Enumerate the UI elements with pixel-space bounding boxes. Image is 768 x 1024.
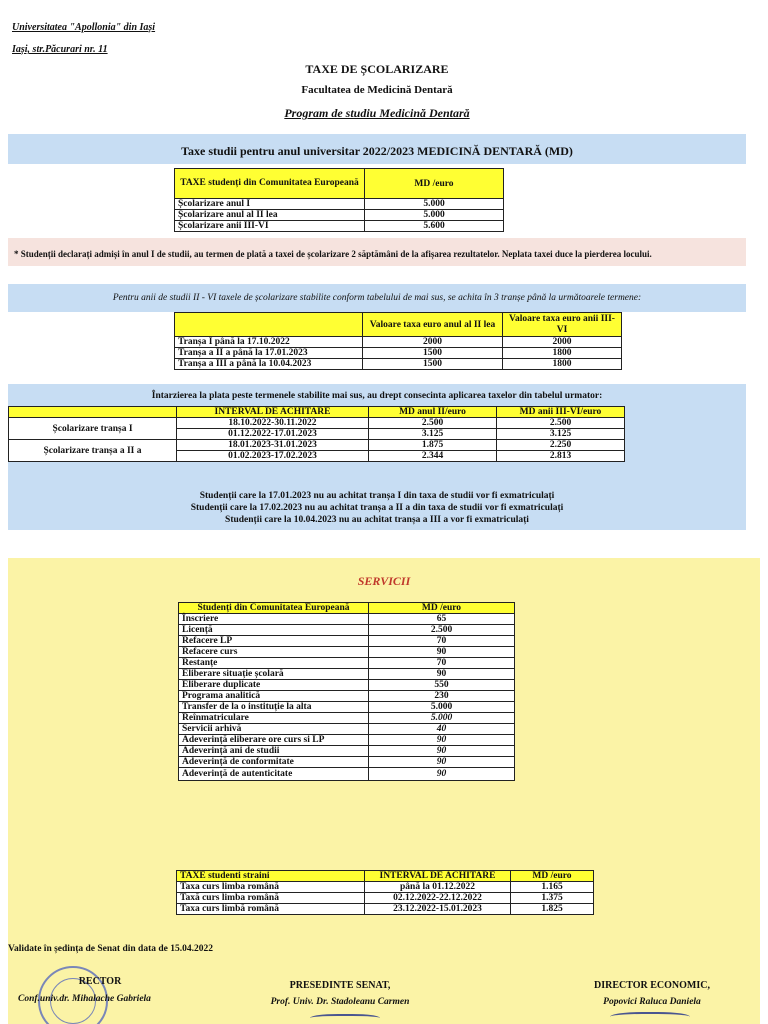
table-row: Eliberare duplicate 550	[179, 680, 515, 691]
late-payment-table: INTERVAL DE ACHITARE MD anul II/euro MD anii III-VI/euro Școlarizare tranșa I 18.10.2022-30.11.2022 2.500 2.500 01.12.2022-17.01.2023 3.125 3.125 Școlarizare tranșa a II a 18.01.2023-31.01.2023 1.875 2.250 01.02.2023-17.02.2023 2.344 2.813	[8, 406, 625, 462]
table-row: 01.12.2022-17.01.2023 3.125 3.125	[9, 429, 625, 440]
services-title: SERVICII	[357, 574, 411, 588]
senate-name: Prof. Univ. Dr. Stadoleanu Carmen	[270, 997, 410, 1007]
late-payment-intro: Întarzierea la plata peste termenele stabilite mai sus, au drept consecinta aplicarea taxelor din tabelul urmator:	[151, 391, 603, 401]
director-title: DIRECTOR ECONOMIC,	[594, 980, 710, 991]
admission-note: * Studenții declarați admiși în anul I de studii, au termen de plată a taxei de școlarizare 2 săptămâni de la afișarea rezultatelor. Neplata taxei duce la pierderea locului.	[14, 249, 652, 259]
rector-title: RECTOR	[78, 976, 122, 987]
table-row: Taxa curs limba română până la 01.12.2022 1.165	[177, 882, 594, 893]
table-row: Reînmatriculare 5.000	[179, 713, 515, 724]
warning-line: Studenții care la 17.02.2023 nu au achitat tranșa a II a din taxa de studii vor fi exmatriculați	[190, 503, 564, 513]
table-row: Școlarizare anii III-VI 5.600	[175, 221, 504, 232]
warning-line: Studenții care la 17.01.2023 nu au achitat tranșa I din taxa de studii vor fi exmatriculați	[199, 491, 555, 501]
warning-line: Studenții care la 10.04.2023 nu au achitat tranșa a III a vor fi exmatriculați	[225, 515, 529, 525]
table-row: Restanțe 70	[179, 658, 515, 669]
table-row: Taxă curs limba română 02.12.2022-22.12.2022 1.375	[177, 893, 594, 904]
table-row: Înscriere 65	[179, 614, 515, 625]
services-table: Studenți din Comunitatea Europeană MD /euro Înscriere 65 Licență 2.500 Refacere LP 70 Refacere curs 90 Restanțe 70 Eliberare situație școlară 90 Eliberare duplicate 550 Programa analitică 230 Transfer de la o instituție la alta 5.000 Reînmatriculare 5.000 Servicii arhivă 40 Adeverință eliberare ore curs si LP 90 Adeverință ani de studii 90 Adeverință de conformitate 90 Adeverință de autenticitate 90	[178, 602, 515, 781]
installments-table: Valoare taxa euro anul al II lea Valoare taxa euro anii III-VI Tranșa I până la 17.10.2022 2000 2000 Tranșa a II a până la 17.01.2023 1500 1800 Tranșa a III a până la 10.04.2023 1500 1800	[174, 312, 622, 370]
foreign-students-table: TAXE studenti straini INTERVAL DE ACHITARE MD /euro Taxa curs limba română până la 01.12.2022 1.165 Taxă curs limba română 02.12.2022-22.12.2022 1.375 Taxa curs limbă română 23.12.2022-15.01.2023 1.825	[176, 870, 594, 915]
fees-page-bottom	[8, 558, 760, 1024]
page-title: TAXE DE ȘCOLARIZARE	[305, 62, 449, 76]
section1-title: Taxe studii pentru anul universitar 2022/2023 MEDICINĂ DENTARĂ (MD)	[181, 144, 573, 158]
fees-page-top	[8, 14, 746, 530]
table-row: Licență 2.500	[179, 625, 515, 636]
table-row: Adeverință eliberare ore curs si LP 90	[179, 735, 515, 746]
table-row: Servicii arhivă 40	[179, 724, 515, 735]
senate-title: PRESEDINTE SENAT,	[289, 980, 391, 991]
faculty-name: Facultatea de Medicină Dentară	[301, 84, 453, 96]
expulsion-warnings	[8, 490, 746, 526]
table-row: Școlarizare anul al II lea 5.000	[175, 210, 504, 221]
table-row: Adeverință de autenticitate 90	[179, 768, 515, 781]
university-name: Universitatea "Apollonia" din Iași	[12, 22, 156, 33]
program-name: Program de studiu Medicină Dentară	[284, 106, 470, 120]
tuition-header-category: TAXE studenți din Comunitatea Europeană	[175, 169, 365, 199]
university-address: Iași, str.Păcurari nr. 11	[12, 44, 108, 55]
installments-intro: Pentru anii de studii II - VI taxele de școlarizare stabilite conform tabelului de mai sus, se achita în 3 tranșe până la următoarele termene:	[112, 293, 642, 303]
director-block	[552, 980, 752, 1007]
table-row: Școlarizare tranșa I 18.10.2022-30.11.2022 2.500 2.500	[9, 418, 625, 429]
signature-icon	[310, 1014, 380, 1024]
table-row: Adeverință ani de studii 90	[179, 746, 515, 757]
table-row: Refacere LP 70	[179, 636, 515, 647]
table-row: Tranșa I până la 17.10.2022 2000 2000	[175, 337, 622, 348]
signature-icon	[610, 1012, 690, 1024]
director-name: Popovici Raluca Daniela	[603, 997, 701, 1007]
table-row: 01.02.2023-17.02.2023 2.344 2.813	[9, 451, 625, 462]
table-row: Școlarizare tranșa a II a 18.01.2023-31.01.2023 1.875 2.250	[9, 440, 625, 451]
table-row: Adeverință de conformitate 90	[179, 757, 515, 768]
table-row: Eliberare situație școlară 90	[179, 669, 515, 680]
senate-block	[250, 980, 430, 1007]
table-row: Tranșa a II a până la 17.01.2023 1500 1800	[175, 348, 622, 359]
table-row: Taxa curs limbă română 23.12.2022-15.01.2023 1.825	[177, 904, 594, 915]
rector-name: Conf.univ.dr. Mihalache Gabriela	[18, 994, 151, 1004]
table-row: Școlarizare anul I 5.000	[175, 199, 504, 210]
table-row: Tranșa a III a până la 10.04.2023 1500 1800	[175, 359, 622, 370]
table-row: Programa analitică 230	[179, 691, 515, 702]
table-row: Transfer de la o instituție la alta 5.000	[179, 702, 515, 713]
rector-block	[40, 976, 160, 987]
table-row: Refacere curs 90	[179, 647, 515, 658]
senate-validation: Validate în ședința de Senat din data de 15.04.2022	[8, 944, 213, 954]
tuition-header-md: MD /euro	[365, 169, 504, 199]
tuition-eu-table	[174, 168, 504, 232]
